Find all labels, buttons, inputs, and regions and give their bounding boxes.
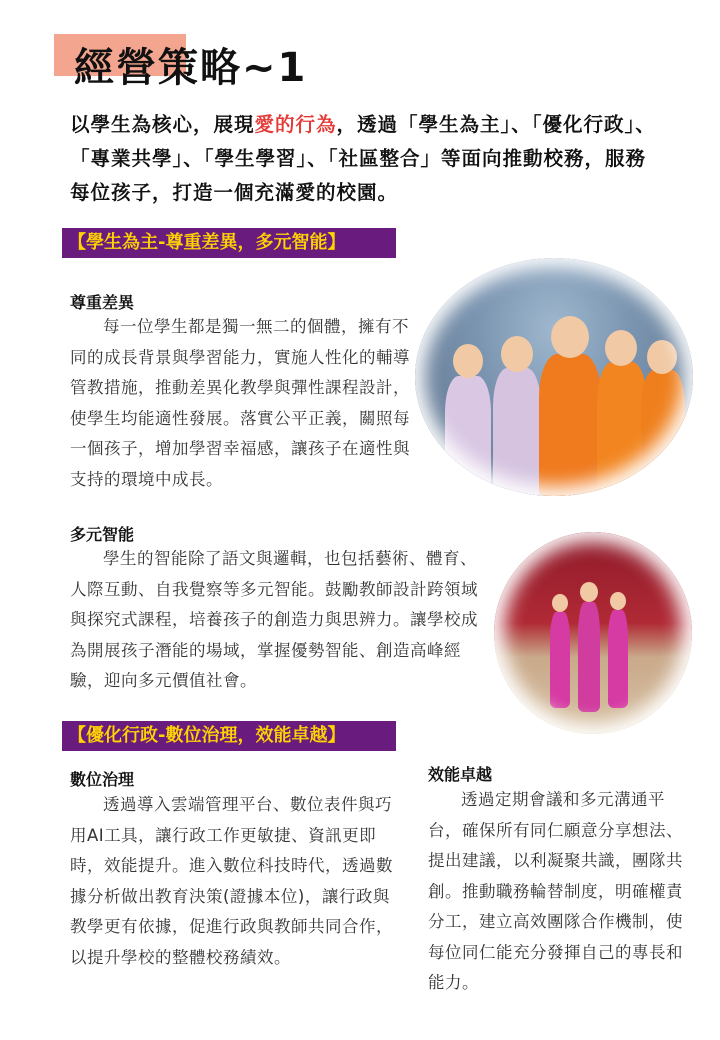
intro-paragraph xyxy=(70,108,665,210)
heading-performance-excellence: 效能卓越 xyxy=(428,765,493,784)
section-banner-students: 【學生為主-尊重差異，多元智能】 xyxy=(62,228,396,258)
intro-text-2: ，透過「學生為主」、「優化行政」、「專業共學」、「學生學習」、「社區整合」等面向推動校務，服務每位孩子，打造一個充滿愛的校園。 xyxy=(70,113,656,204)
page-title: 經營策略~1 xyxy=(74,45,308,91)
heading-respect-differences: 尊重差異 xyxy=(70,293,135,312)
paragraph-respect-differences: 每一位學生都是獨一無二的個體，擁有不同的成長背景與學習能力，實施人性化的輔導管教措施，推動差異化教學與彈性課程設計，使學生均能適性發展。落實公平正義，關照每一個孩子，增加學習幸福感，讓孩子在適性與支持的環境中成長。 xyxy=(70,317,410,489)
intro-highlight: 愛的行為 xyxy=(254,113,337,136)
heading-digital-governance: 數位治理 xyxy=(70,770,135,789)
paragraph-multiple-intelligences: 學生的智能除了語文與邏輯，也包括藝術、體育、人際互動、自我覺察等多元智能。鼓勵教師設計跨領域與探究式課程，培養孩子的創造力與思辨力。讓學校成為開展孩子潛能的場域，掌握優勢智能、創造高峰經驗，迎向多元價值社會。 xyxy=(70,549,478,690)
paragraph-performance-excellence: 透過定期會議和多元溝通平台，確保所有同仁願意分享想法、提出建議，以利凝聚共識，團隊共創。推動職務輪替制度，明確權責分工，建立高效團隊合作機制，使每位同仁能充分發揮自己的專長和能力。 xyxy=(428,790,683,992)
heading-multiple-intelligences: 多元智能 xyxy=(70,525,135,544)
dance-performance-photo xyxy=(494,532,692,734)
intro-text-1: 以學生為核心，展現 xyxy=(70,113,255,136)
section-banner-administration: 【優化行政-數位治理，效能卓越】 xyxy=(62,721,396,751)
paragraph-digital-governance: 透過導入雲端管理平台、數位表件與巧用AI工具，讓行政工作更敏捷、資訊更即時，效能提升。進入數位科技時代，透過數據分析做出教育決策(證據本位)，讓行政與教學更有依據，促進行政與教師共同合作，以提升學校的整體校務績效。 xyxy=(70,795,393,967)
students-group-photo xyxy=(415,258,693,496)
